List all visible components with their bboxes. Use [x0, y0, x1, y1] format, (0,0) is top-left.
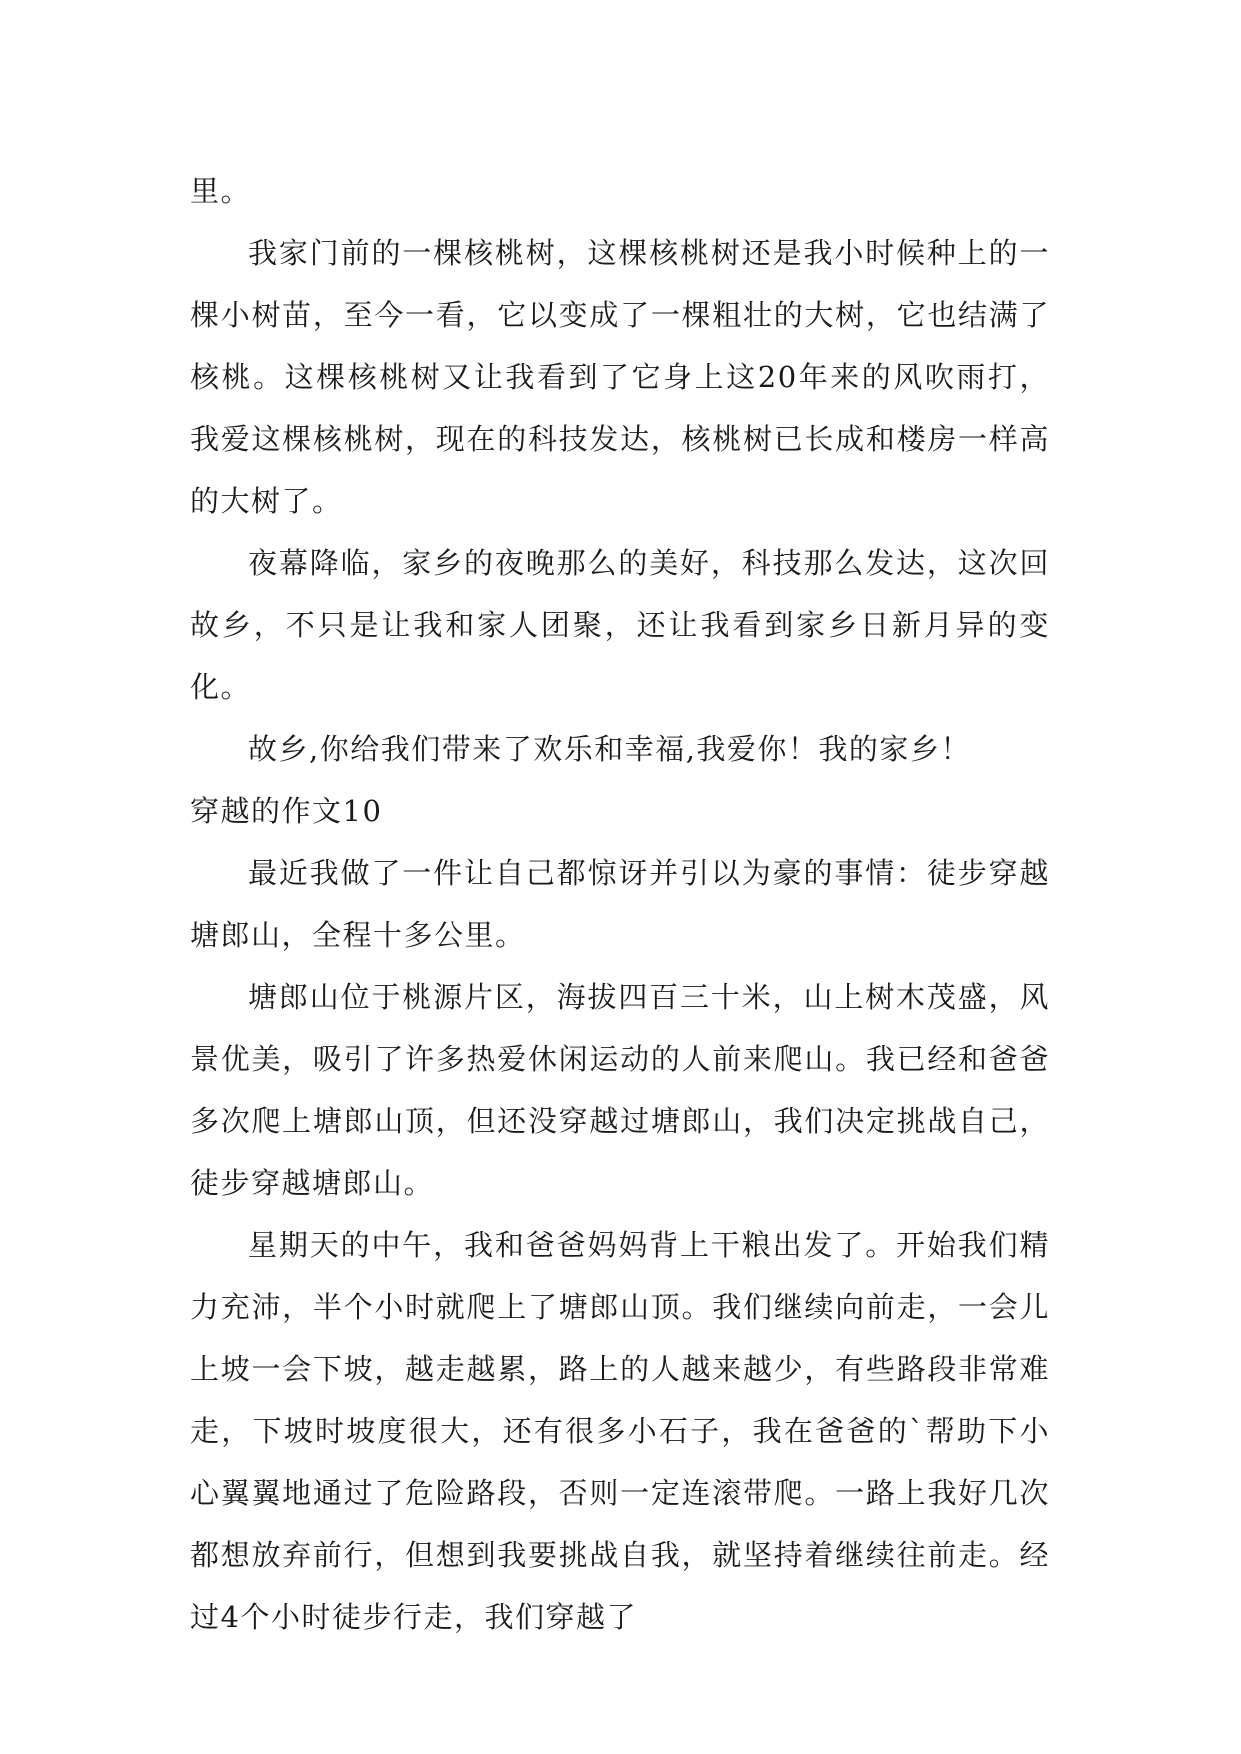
paragraph-continuation: 里。	[190, 174, 252, 208]
paragraph-tanglang-mountain: 塘郎山位于桃源片区，海拔四百三十米，山上树木茂盛，风景优美，吸引了许多热爱休闲运动的人前来爬山。我已经和爸爸多次爬上塘郎山顶，但还没穿越过塘郎山，我们决定挑战自己，徒步穿越塘郎山。	[190, 980, 1050, 1200]
paragraph-walnut-tree: 我家门前的一棵核桃树，这棵核桃树还是我小时候种上的一棵小树苗，至今一看，它以变成了一棵粗壮的大树，它也结满了核桃。这棵核桃树又让我看到了它身上这20年来的风吹雨打，我爱这棵核桃树，现在的科技发达，核桃树已长成和楼房一样高的大树了。	[190, 236, 1050, 518]
paragraph-hometown-love: 故乡,你给我们带来了欢乐和幸福,我爱你！我的家乡！	[248, 732, 971, 766]
document-body	[190, 160, 1050, 1648]
essay-title: 穿越的作文10	[190, 794, 383, 828]
paragraph-night-falls: 夜幕降临，家乡的夜晚那么的美好，科技那么发达，这次回故乡，不只是让我和家人团聚，还让我看到家乡日新月异的变化。	[190, 546, 1050, 704]
paragraph-recent-feat: 最近我做了一件让自己都惊讶并引以为豪的事情：徒步穿越塘郎山，全程十多公里。	[190, 856, 1050, 952]
paragraph-sunday-hike: 星期天的中午，我和爸爸妈妈背上干粮出发了。开始我们精力充沛，半个小时就爬上了塘郎山顶。我们继续向前走，一会儿上坡一会下坡，越走越累，路上的人越来越少，有些路段非常难走，下坡时坡度很大，还有很多小石子，我在爸爸的`帮助下小心翼翼地通过了危险路段，否则一定连滚带爬。一路上我好几次都想放弃前行，但想到我要挑战自我，就坚持着继续往前走。经过4个小时徒步行走，我们穿越了	[190, 1228, 1050, 1634]
